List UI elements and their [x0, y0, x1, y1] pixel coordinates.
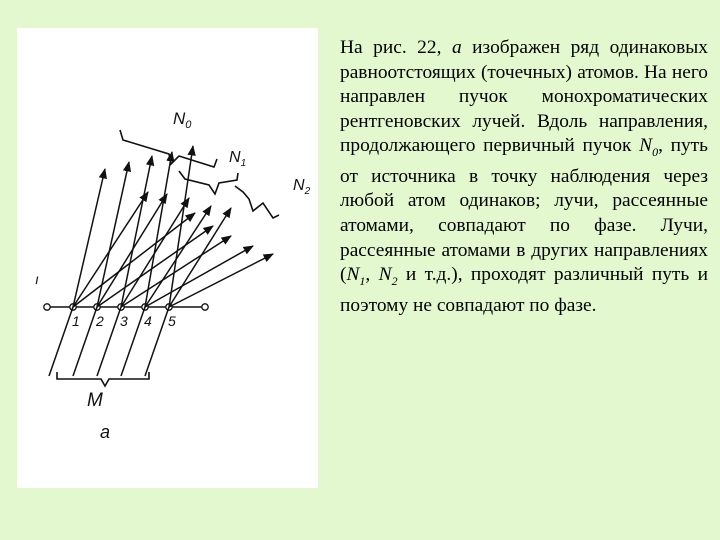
ray-lines — [49, 146, 273, 376]
atom-label-3: 3 — [120, 313, 128, 329]
ray-n2-2 — [97, 226, 213, 307]
ray-n2-5 — [169, 254, 273, 307]
label-n0: $N_0$ — [173, 109, 192, 131]
label-left-mark: ı — [35, 271, 39, 287]
figure-caption: а — [100, 422, 111, 442]
text-figure-ref: а — [451, 37, 462, 58]
brace-m — [57, 372, 149, 386]
ray-n0-5 — [169, 146, 193, 307]
atom-label-4: 4 — [144, 313, 152, 329]
text-seg-2: изображен ряд одинаковых равноотстоящих (точечных) атомов. На него направлен пучок монохроматических рентгеновских лучей. Вдоль направления, продолжающего первичный пучок — [340, 37, 708, 157]
diffraction-diagram — [17, 28, 318, 488]
ray-n0-4 — [145, 152, 172, 307]
symbol-n1: $N_1$ — [346, 264, 366, 289]
description-paragraph — [340, 36, 708, 318]
ray-n2-4 — [145, 246, 253, 307]
atom-row — [44, 304, 208, 329]
label-m: M — [87, 390, 103, 411]
brace-n0 — [120, 130, 217, 167]
text-seg-5: и т.д.), проходят различный путь и поэтому не совпадают по фазе. — [340, 264, 708, 316]
label-n2: $N_2$ — [293, 177, 311, 197]
diffraction-figure — [17, 28, 318, 488]
incident-ray-1 — [49, 307, 73, 376]
atom-label-5: 5 — [168, 313, 176, 329]
ray-n1-1 — [73, 192, 148, 307]
brace-n2 — [235, 186, 279, 218]
atom-label-2: 2 — [96, 313, 104, 329]
symbol-n2: $N_2$ — [378, 264, 398, 289]
text-seg-1: На рис. 22, — [340, 37, 452, 58]
label-n1: $N_1$ — [229, 149, 247, 169]
row-end-right — [202, 304, 208, 310]
row-end-left — [44, 304, 50, 310]
text-seg-3: , путь от источника в точку наблюдения через любой атом одинаков; лучи, рассеянные атомами, совпадают по фазе. Лучи, рассеянные атомами в других направлениях ( — [340, 135, 708, 286]
symbol-n0: $N_0$ — [639, 135, 659, 160]
text-seg-4: , — [365, 264, 379, 286]
atom-label-1: 1 — [72, 313, 80, 329]
